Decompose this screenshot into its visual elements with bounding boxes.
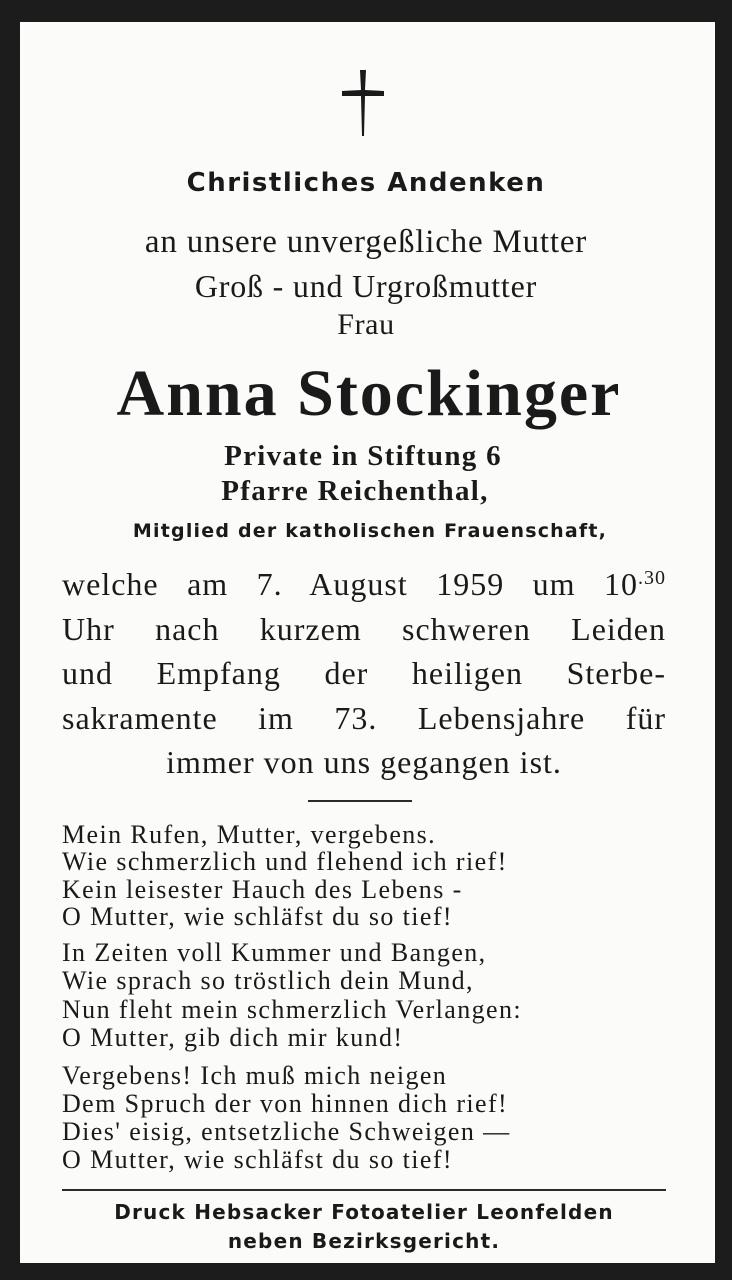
poem-line: Dem Spruch der von hinnen dich rief! [62,1089,509,1118]
poem-line: Mein Rufen, Mutter, vergebens. [62,820,437,849]
deceased-name: Anna Stockinger [116,357,622,430]
poem-line: Nun fleht mein schmerzlich Verlangen: [62,995,522,1024]
section-divider [308,800,412,802]
obituary-line-5: immer von uns gegangen ist. [166,744,562,780]
residence-line: Private in Stiftung 6 [224,440,502,472]
membership-line: Mitglied der katholischen Frauenschaft, [132,520,608,542]
cross-icon [340,68,386,138]
poem-line: Wie schmerzlich und flehend ich rief! [62,847,508,876]
card-heading: Christliches Andenken [186,168,546,198]
poem-line: Vergebens! Ich muß mich neigen [62,1061,448,1090]
obituary-line-3: und Empfang der heiligen Sterbe- [62,655,666,691]
poem-line: O Mutter, gib dich mir kund! [62,1023,404,1052]
poem-line: In Zeiten voll Kummer und Bangen, [62,938,487,967]
obituary-line-1-text: welche am 7. August 1959 um 10 [62,566,638,602]
poem-line: Wie sprach so tröstlich dein Mund, [62,966,474,995]
intro-line-2: Groß - und Urgroßmutter [194,268,538,304]
footer-rule [62,1189,666,1191]
poem-line: Dies' eisig, entsetzliche Schweigen — [62,1117,511,1146]
obituary-time-superscript: .30 [638,567,666,589]
intro-line-1: an unsere unvergeßliche Mutter [144,224,588,260]
obituary-line-4: sakramente im 73. Lebensjahre für [62,700,666,736]
printer-line-1: Druck Hebsacker Fotoatelier Leonfelden [114,1200,614,1224]
intro-line-3: Frau [337,308,395,341]
poem-line: O Mutter, wie schläfst du so tief! [62,1145,453,1174]
obituary-line-1 [62,566,666,603]
printer-line-2: neben Bezirksgericht. [227,1229,501,1253]
obituary-line-2: Uhr nach kurzem schweren Leiden [62,611,666,647]
poem-line: Kein leisester Hauch des Lebens - [62,875,463,904]
poem-line: O Mutter, wie schläfst du so tief! [62,902,453,931]
parish-line: Pfarre Reichenthal, [221,475,489,507]
